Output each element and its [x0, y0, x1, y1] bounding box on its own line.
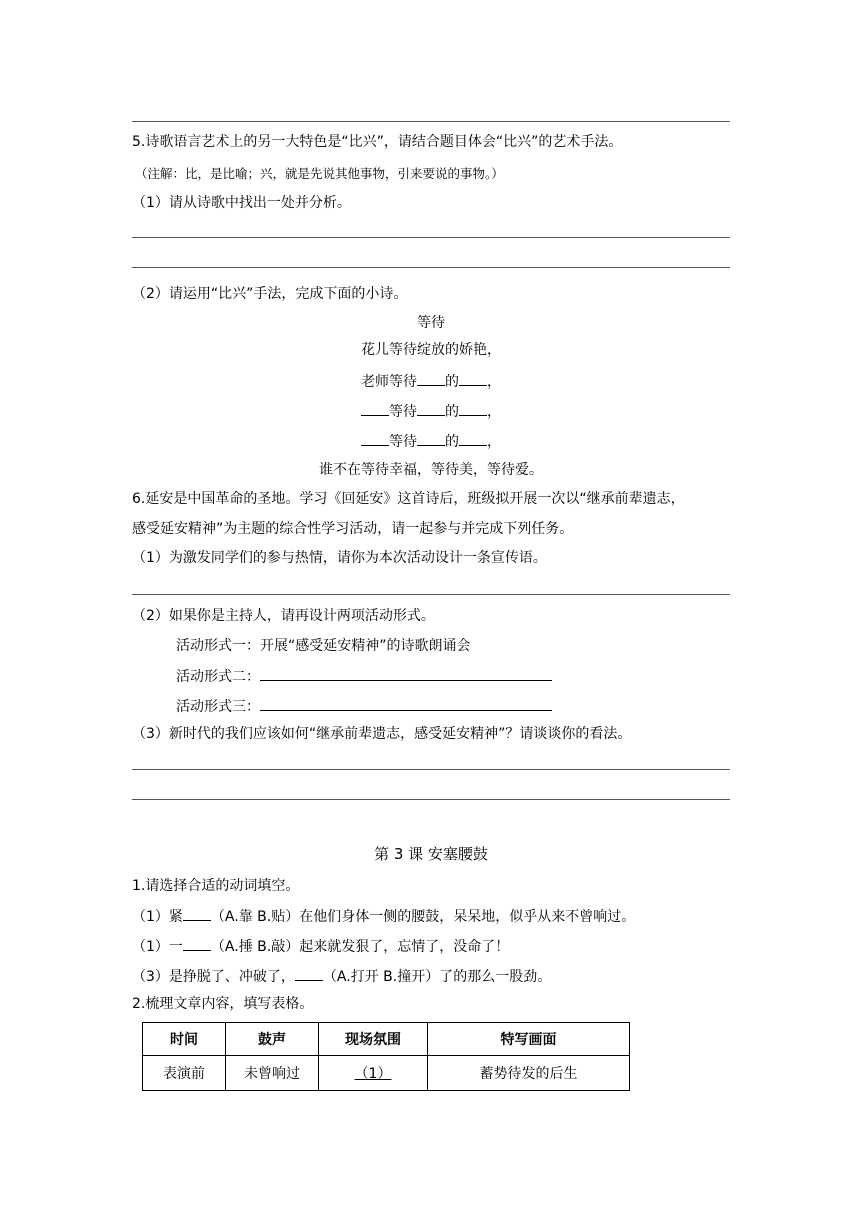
question-5-note: （注解：比，是比喻；兴，就是先说其他事物，引来要说的事物。）	[135, 166, 504, 181]
answer-line	[132, 121, 730, 122]
blank[interactable]	[260, 666, 552, 681]
answer-line[interactable]	[132, 267, 730, 268]
blank[interactable]	[183, 936, 211, 951]
poem-line-2: 老师等待 的 ，	[132, 371, 730, 391]
activity-form-1: 活动形式一：开展“感受延安精神”的诗歌朗诵会	[176, 638, 471, 654]
question-6-sub3: （3）新时代的我们应该如何“继承前辈遗志，感受延安精神”？请谈谈你的看法。	[132, 726, 632, 742]
table-header-row	[143, 1023, 630, 1056]
table-cell-blank[interactable]: （1）	[319, 1056, 428, 1091]
blank[interactable]	[459, 431, 487, 446]
content-table	[142, 1022, 630, 1091]
lesson-title: 第 3 课 安塞腰鼓	[374, 845, 488, 863]
blank[interactable]	[295, 966, 323, 981]
table-header: 现场氛围	[319, 1023, 428, 1056]
answer-line[interactable]	[132, 237, 730, 238]
question-6-sub1: （1）为激发同学们的参与热情，请你为本次活动设计一条宣传语。	[132, 550, 547, 566]
table-cell: 蓄势待发的后生	[428, 1056, 630, 1091]
blank[interactable]	[183, 906, 211, 921]
answer-line[interactable]	[132, 594, 730, 595]
poem-line-5: 谁不在等待幸福，等待美，等待爱。	[319, 462, 543, 478]
lesson-question-1-1: （1）紧 （A.靠 B.贴）在他们身体一侧的腰鼓，呆呆地，似乎从来不曾响过。	[132, 906, 635, 926]
blank[interactable]	[417, 371, 445, 386]
question-6-intro-1: 6.延安是中国革命的圣地。学习《回延安》这首诗后，班级拟开展一次以“继承前辈遗志，	[132, 491, 685, 507]
question-6-intro-2: 感受延安精神”为主题的综合性学习活动，请一起参与并完成下列任务。	[132, 521, 574, 537]
question-6-sub2: （2）如果你是主持人，请再设计两项活动形式。	[132, 608, 435, 624]
table-header: 特写画面	[428, 1023, 630, 1056]
poem-line-1: 花儿等待绽放的娇艳，	[361, 342, 501, 358]
lesson-question-1: 1.请选择合适的动词填空。	[132, 878, 300, 894]
answer-line[interactable]	[132, 799, 730, 800]
blank[interactable]	[361, 431, 389, 446]
lesson-question-1-3: （3）是挣脱了、冲破了， （A.打开 B.撞开）了的那么一股劲。	[132, 966, 551, 986]
poem-line-3: 等待 的 ，	[132, 401, 730, 421]
table-cell: 表演前	[143, 1056, 226, 1091]
blank[interactable]	[417, 431, 445, 446]
blank[interactable]	[361, 401, 389, 416]
poem-line-4: 等待 的 ，	[132, 431, 730, 451]
table-header: 时间	[143, 1023, 226, 1056]
blank[interactable]	[260, 696, 552, 711]
table-cell: 未曾响过	[226, 1056, 319, 1091]
table-header: 鼓声	[226, 1023, 319, 1056]
question-5-title: 5.诗歌语言艺术上的另一大特色是“比兴”，请结合题目体会“比兴”的艺术手法。	[132, 134, 623, 150]
answer-line[interactable]	[132, 769, 730, 770]
activity-form-3: 活动形式三：	[176, 696, 552, 716]
blank[interactable]	[459, 401, 487, 416]
activity-form-2: 活动形式二：	[176, 666, 552, 686]
poem-title: 等待	[417, 315, 445, 331]
lesson-question-1-2: （1）一 （A.捶 B.敲）起来就发狠了，忘情了，没命了！	[132, 936, 509, 956]
question-5-sub2: （2）请运用“比兴”手法，完成下面的小诗。	[132, 286, 408, 302]
lesson-question-2: 2.梳理文章内容，填写表格。	[132, 996, 314, 1012]
blank[interactable]	[459, 371, 487, 386]
blank[interactable]	[417, 401, 445, 416]
table-row	[143, 1056, 630, 1091]
question-5-sub1: （1）请从诗歌中找出一处并分析。	[132, 195, 351, 211]
